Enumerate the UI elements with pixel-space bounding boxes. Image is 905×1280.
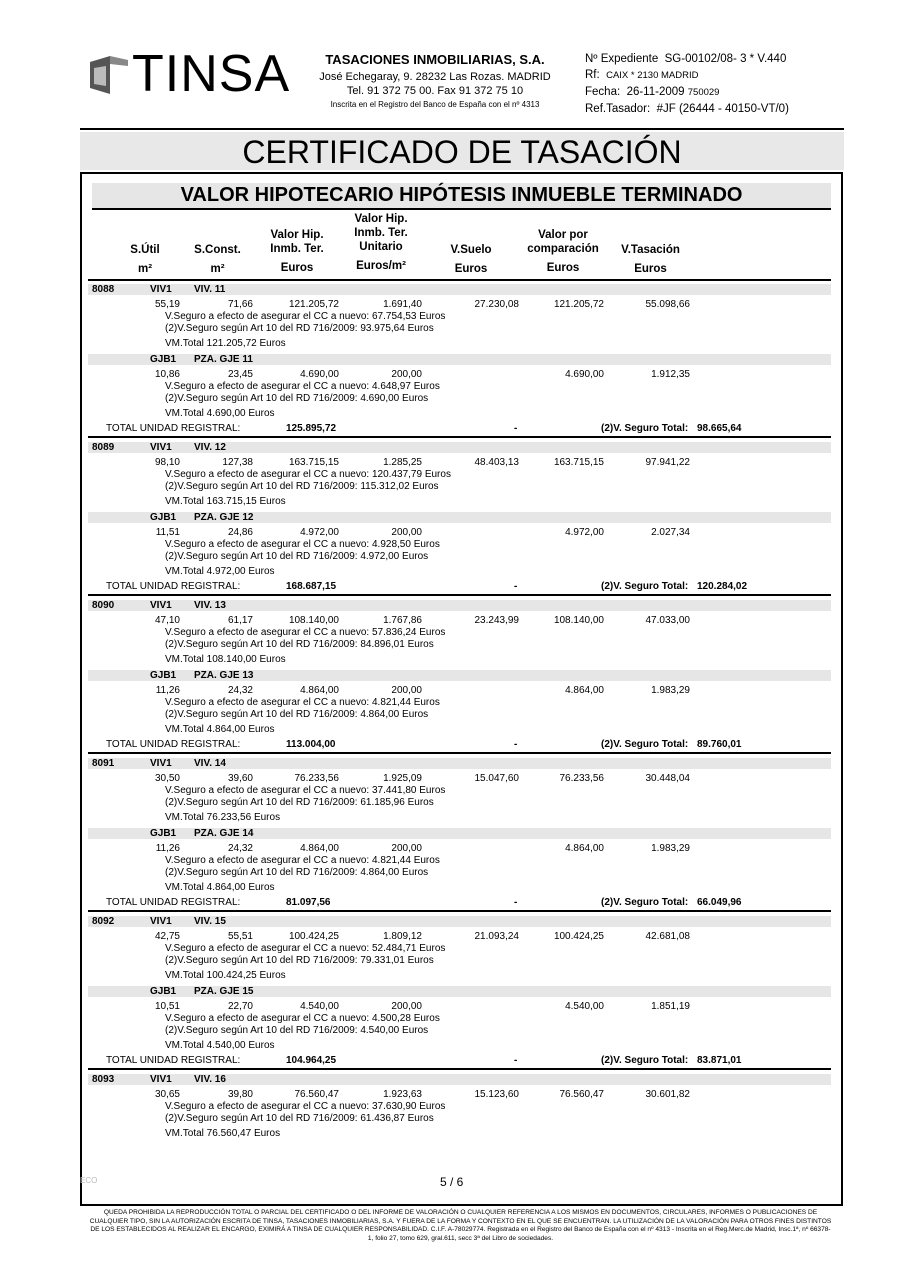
garaje-sconst: 24,32 bbox=[227, 685, 253, 696]
garaje-sconst: 22,70 bbox=[227, 1001, 253, 1012]
vivienda-sutil: 98,10 bbox=[154, 457, 180, 468]
unit-id: 8090 bbox=[92, 600, 115, 611]
garaje-vtasacion: 1.983,29 bbox=[651, 843, 690, 854]
vivienda-seguro-rd: (2)V.Seguro según Art 10 del RD 716/2009: 115.312,02 Euros bbox=[165, 481, 439, 492]
garaje-name: PZA. GJE 15 bbox=[194, 986, 254, 997]
total-unidad-value: 125.895,72 bbox=[286, 423, 337, 434]
vivienda-valor-unitario: 1.767,86 bbox=[383, 615, 422, 626]
garaje-name: PZA. GJE 12 bbox=[194, 512, 254, 523]
col-sutil: S.Útil m² bbox=[130, 244, 160, 275]
vivienda-vtasacion: 42.681,08 bbox=[645, 931, 690, 942]
total-dash: - bbox=[514, 581, 518, 592]
expediente-label: Nº Expediente bbox=[585, 53, 659, 65]
garaje-seguro-rd: (2)V.Seguro según Art 10 del RD 716/2009: 4.972,00 Euros bbox=[165, 551, 429, 562]
vivienda-vtasacion: 97.941,22 bbox=[645, 457, 690, 468]
col-valor-unitario: Valor Hip. Inmb. Ter. Unitario Euros/m² bbox=[354, 213, 408, 272]
col-sconst: S.Const. m² bbox=[194, 244, 241, 275]
garaje-valor-unitario: 200,00 bbox=[391, 685, 422, 696]
vivienda-vm-total: VM.Total 108.140,00 Euros bbox=[165, 654, 286, 665]
vivienda-valor-hip: 121.205,72 bbox=[288, 299, 339, 310]
unit-id: 8088 bbox=[92, 284, 115, 295]
garaje-valor-comparacion: 4.864,00 bbox=[565, 685, 604, 696]
vivienda-seguro-cc: V.Seguro a efecto de asegurar el CC a nuevo: 67.754,53 Euros bbox=[165, 311, 446, 322]
vivienda-code: VIV1 bbox=[150, 758, 172, 769]
vivienda-valor-comparacion: 100.424,25 bbox=[553, 931, 604, 942]
col-vtasacion: V.Tasación Euros bbox=[621, 244, 680, 275]
garaje-valor-unitario: 200,00 bbox=[391, 843, 422, 854]
garaje-vtasacion: 2.027,34 bbox=[651, 527, 690, 538]
total-unidad-value: 113.004,00 bbox=[286, 739, 336, 750]
garaje-name: PZA. GJE 14 bbox=[194, 828, 254, 839]
tinsa-logo bbox=[88, 45, 293, 103]
vivienda-vtasacion: 47.033,00 bbox=[645, 615, 690, 626]
garaje-vm-total: VM.Total 4.540,00 Euros bbox=[165, 1040, 275, 1051]
vivienda-valor-unitario: 1.285,25 bbox=[383, 457, 422, 468]
garaje-name: PZA. GJE 13 bbox=[194, 670, 254, 681]
garaje-vtasacion: 1.851,19 bbox=[651, 1001, 690, 1012]
vivienda-vm-total: VM.Total 100.424,25 Euros bbox=[165, 970, 286, 981]
garaje-valor-hip: 4.690,00 bbox=[300, 369, 339, 380]
eco-mark: ECO bbox=[80, 1176, 98, 1185]
garaje-sconst: 23,45 bbox=[227, 369, 253, 380]
vivienda-valor-comparacion: 163.715,15 bbox=[553, 457, 604, 468]
col-valor-comparacion: Valor por comparación Euros bbox=[527, 229, 599, 274]
unit-separator bbox=[88, 752, 831, 754]
vivienda-name: VIV. 14 bbox=[194, 758, 226, 769]
vivienda-valor-hip: 163.715,15 bbox=[288, 457, 339, 468]
rf-label: Rf: bbox=[585, 69, 600, 81]
vivienda-vtasacion: 30.448,04 bbox=[645, 773, 690, 784]
total-dash: - bbox=[514, 1055, 518, 1066]
vivienda-seguro-cc: V.Seguro a efecto de asegurar el CC a nuevo: 57.836,24 Euros bbox=[165, 627, 446, 638]
vivienda-valor-comparacion: 76.233,56 bbox=[559, 773, 604, 784]
total-dash: - bbox=[514, 423, 518, 434]
unit-id: 8089 bbox=[92, 442, 115, 453]
seguro-total-label: (2)V. Seguro Total: bbox=[601, 581, 689, 592]
vivienda-valor-comparacion: 76.560,47 bbox=[559, 1089, 604, 1100]
garaje-vm-total: VM.Total 4.972,00 Euros bbox=[165, 566, 275, 577]
garaje-seguro-cc: V.Seguro a efecto de asegurar el CC a nuevo: 4.500,28 Euros bbox=[165, 1013, 440, 1024]
vivienda-vm-total: VM.Total 76.560,47 Euros bbox=[165, 1128, 281, 1139]
fecha-value: 26-11-2009 bbox=[626, 86, 685, 98]
garaje-seguro-cc: V.Seguro a efecto de asegurar el CC a nuevo: 4.821,44 Euros bbox=[165, 697, 440, 708]
vivienda-valor-hip: 76.560,47 bbox=[294, 1089, 339, 1100]
vivienda-code: VIV1 bbox=[150, 600, 172, 611]
vivienda-sconst: 127,38 bbox=[222, 457, 253, 468]
col-vsuelo: V.Suelo Euros bbox=[450, 244, 492, 275]
expediente-value: SG-00102/08- 3 * V.440 bbox=[664, 53, 787, 65]
vivienda-sutil: 47,10 bbox=[154, 615, 180, 626]
company-address: José Echegaray, 9. 28232 Las Rozas. MADRID bbox=[319, 71, 551, 83]
vivienda-valor-hip: 108.140,00 bbox=[288, 615, 339, 626]
vivienda-vtasacion: 30.601,82 bbox=[645, 1089, 690, 1100]
ref-tasador-value: #JF (26444 - 40150-VT/0) bbox=[656, 103, 789, 115]
vivienda-code: VIV1 bbox=[150, 442, 172, 453]
garaje-code: GJB1 bbox=[150, 828, 177, 839]
vivienda-seguro-rd: (2)V.Seguro según Art 10 del RD 716/2009: 79.331,01 Euros bbox=[165, 955, 434, 966]
vivienda-sutil: 55,19 bbox=[154, 299, 180, 310]
legal-footer: QUEDA PROHIBIDA LA REPRODUCCIÓN TOTAL O PARCIAL DEL CERTIFICADO O DEL INFORME DE VALORACIÓN O CUALQUIER REFERENCIA A LOS MISMOS EN DOCUMENTOS, CIRCULARES, INFORMES O PUBLICACIONES DE CUALQUIER TIPO, SIN LA AUTORIZACIÓN ESCRITA DE TINSA, TASACIONES INMOBILIARIAS, S.A. Y FUERA DE LA FORMA Y CONTEXTO EN EL QUE SE ENCUENTRAN. LA UTILIZACIÓN DE LA VALORACIÓN PARA OTROS FINES DISTINTOS DE LOS ESTABLECIDOS AL REALIZAR EL ENCARGO, EXIMIRÁ A TINSA DE CUALQUIER RESPONSABILIDAD. C.I.F. A-78029774. Registrada en el Registro del Banco de España con el nº 4313 - Inscrita en el Reg.Merc.de Madrid, Insc.1ª, nº 66378-1, folio 27, tomo 629, gral.611, secc 3ª del Libro de sociedades. bbox=[89, 1209, 832, 1242]
seguro-total-label: (2)V. Seguro Total: bbox=[601, 897, 689, 908]
vivienda-valor-hip: 76.233,56 bbox=[294, 773, 339, 784]
vivienda-name: VIV. 12 bbox=[194, 442, 226, 453]
garaje-valor-comparacion: 4.690,00 bbox=[565, 369, 604, 380]
company-name: TASACIONES INMOBILIARIAS, S.A. bbox=[325, 52, 545, 67]
seguro-total-label: (2)V. Seguro Total: bbox=[601, 739, 689, 750]
col-valor-hip: Valor Hip. Inmb. Ter. Euros bbox=[270, 229, 324, 274]
garaje-vm-total: VM.Total 4.864,00 Euros bbox=[165, 724, 275, 735]
vivienda-seguro-cc: V.Seguro a efecto de asegurar el CC a nuevo: 52.484,71 Euros bbox=[165, 943, 446, 954]
vivienda-vtasacion: 55.098,66 bbox=[645, 299, 690, 310]
unit-id: 8093 bbox=[92, 1074, 115, 1085]
vivienda-vm-total: VM.Total 76.233,56 Euros bbox=[165, 812, 281, 823]
garaje-code: GJB1 bbox=[150, 512, 177, 523]
total-unidad-label: TOTAL UNIDAD REGISTRAL: bbox=[106, 1055, 241, 1066]
garaje-sconst: 24,32 bbox=[227, 843, 253, 854]
vivienda-sconst: 55,51 bbox=[227, 931, 253, 942]
vivienda-sconst: 39,60 bbox=[227, 773, 253, 784]
vivienda-sutil: 30,50 bbox=[154, 773, 180, 784]
garaje-code: GJB1 bbox=[150, 986, 177, 997]
garaje-vtasacion: 1.983,29 bbox=[651, 685, 690, 696]
section-subtitle: VALOR HIPOTECARIO HIPÓTESIS INMUEBLE TERMINADO bbox=[92, 183, 831, 208]
total-unidad-value: 104.964,25 bbox=[286, 1055, 337, 1066]
garaje-code: GJB1 bbox=[150, 670, 177, 681]
company-phone: Tel. 91 372 75 00. Fax 91 372 75 10 bbox=[346, 85, 524, 97]
garaje-seguro-cc: V.Seguro a efecto de asegurar el CC a nuevo: 4.928,50 Euros bbox=[165, 539, 440, 550]
garaje-vm-total: VM.Total 4.864,00 Euros bbox=[165, 882, 275, 893]
garaje-sconst: 24,86 bbox=[227, 527, 253, 538]
vivienda-valor-comparacion: 108.140,00 bbox=[553, 615, 604, 626]
vivienda-sutil: 30,65 bbox=[154, 1089, 180, 1100]
total-unidad-value: 168.687,15 bbox=[286, 581, 337, 592]
garaje-sutil: 11,51 bbox=[155, 527, 180, 538]
subtitle-underline bbox=[92, 208, 831, 210]
garaje-valor-hip: 4.864,00 bbox=[300, 843, 339, 854]
expediente-info bbox=[585, 51, 789, 117]
vivienda-seguro-cc: V.Seguro a efecto de asegurar el CC a nuevo: 120.437,79 Euros bbox=[165, 469, 451, 480]
seguro-total-value: 89.760,01 bbox=[697, 739, 742, 750]
unit-id: 8091 bbox=[92, 758, 115, 769]
company-registry: Inscrita en el Registro del Banco de España con el nº 4313 bbox=[330, 100, 540, 109]
logo-text: TINSA bbox=[132, 45, 291, 103]
vivienda-sconst: 61,17 bbox=[227, 615, 253, 626]
unit-separator bbox=[88, 910, 831, 912]
garaje-sutil: 10,86 bbox=[154, 369, 180, 380]
total-unidad-label: TOTAL UNIDAD REGISTRAL: bbox=[106, 897, 241, 908]
vivienda-name: VIV. 16 bbox=[194, 1074, 226, 1085]
total-unidad-label: TOTAL UNIDAD REGISTRAL: bbox=[106, 423, 241, 434]
garaje-seguro-cc: V.Seguro a efecto de asegurar el CC a nuevo: 4.648,97 Euros bbox=[165, 381, 440, 392]
vivienda-seguro-rd: (2)V.Seguro según Art 10 del RD 716/2009: 93.975,64 Euros bbox=[165, 323, 434, 334]
unit-separator bbox=[88, 594, 831, 596]
unit-separator bbox=[88, 1068, 831, 1070]
company-block bbox=[305, 52, 565, 109]
page-title: CERTIFICADO DE TASACIÓN bbox=[80, 132, 844, 170]
vivienda-sutil: 42,75 bbox=[154, 931, 180, 942]
vivienda-sconst: 71,66 bbox=[227, 299, 253, 310]
fecha-code: 750029 bbox=[687, 87, 720, 98]
tinsa-logo-icon bbox=[88, 54, 130, 96]
garaje-sutil: 11,26 bbox=[155, 843, 180, 854]
vivienda-valor-unitario: 1.809,12 bbox=[383, 931, 422, 942]
garaje-code: GJB1 bbox=[150, 354, 177, 365]
header-rule bbox=[88, 279, 831, 281]
garaje-sutil: 10,51 bbox=[154, 1001, 180, 1012]
garaje-seguro-rd: (2)V.Seguro según Art 10 del RD 716/2009: 4.690,00 Euros bbox=[165, 393, 429, 404]
garaje-seguro-cc: V.Seguro a efecto de asegurar el CC a nuevo: 4.821,44 Euros bbox=[165, 855, 440, 866]
vivienda-seguro-rd: (2)V.Seguro según Art 10 del RD 716/2009: 61.185,96 Euros bbox=[165, 797, 434, 808]
rf-value: CAIX * 2130 MADRID bbox=[606, 70, 699, 81]
garaje-vtasacion: 1.912,35 bbox=[651, 369, 690, 380]
header-divider bbox=[80, 128, 844, 130]
page-number: 5 / 6 bbox=[440, 1175, 464, 1189]
vivienda-vsuelo: 27.230,08 bbox=[474, 299, 519, 310]
vivienda-name: VIV. 11 bbox=[194, 284, 226, 295]
fecha-label: Fecha: bbox=[585, 86, 621, 98]
vivienda-valor-hip: 100.424,25 bbox=[288, 931, 339, 942]
garaje-valor-comparacion: 4.540,00 bbox=[565, 1001, 604, 1012]
vivienda-vsuelo: 21.093,24 bbox=[474, 931, 519, 942]
total-dash: - bbox=[514, 739, 518, 750]
vivienda-valor-unitario: 1.691,40 bbox=[383, 299, 422, 310]
vivienda-vsuelo: 48.403,13 bbox=[474, 457, 519, 468]
unit-id: 8092 bbox=[92, 916, 115, 927]
garaje-seguro-rd: (2)V.Seguro según Art 10 del RD 716/2009: 4.864,00 Euros bbox=[165, 709, 429, 720]
garaje-valor-hip: 4.540,00 bbox=[300, 1001, 339, 1012]
garaje-valor-comparacion: 4.972,00 bbox=[565, 527, 604, 538]
garaje-valor-hip: 4.864,00 bbox=[300, 685, 339, 696]
total-unidad-value: 81.097,56 bbox=[286, 897, 331, 908]
vivienda-code: VIV1 bbox=[150, 916, 172, 927]
seguro-total-label: (2)V. Seguro Total: bbox=[601, 1055, 689, 1066]
vivienda-vsuelo: 15.047,60 bbox=[474, 773, 519, 784]
unit-separator bbox=[88, 436, 831, 438]
garaje-name: PZA. GJE 11 bbox=[194, 354, 253, 365]
ref-tasador-label: Ref.Tasador: bbox=[585, 103, 651, 115]
garaje-valor-unitario: 200,00 bbox=[391, 527, 422, 538]
seguro-total-value: 120.284,02 bbox=[697, 581, 748, 592]
garaje-valor-comparacion: 4.864,00 bbox=[565, 843, 604, 854]
vivienda-vm-total: VM.Total 121.205,72 Euros bbox=[165, 338, 286, 349]
vivienda-valor-unitario: 1.925,09 bbox=[383, 773, 422, 784]
vivienda-seguro-cc: V.Seguro a efecto de asegurar el CC a nuevo: 37.630,90 Euros bbox=[165, 1101, 446, 1112]
seguro-total-value: 66.049,96 bbox=[697, 897, 742, 908]
vivienda-seguro-rd: (2)V.Seguro según Art 10 del RD 716/2009: 84.896,01 Euros bbox=[165, 639, 434, 650]
vivienda-seguro-rd: (2)V.Seguro según Art 10 del RD 716/2009: 61.436,87 Euros bbox=[165, 1113, 434, 1124]
garaje-valor-hip: 4.972,00 bbox=[300, 527, 339, 538]
garaje-seguro-rd: (2)V.Seguro según Art 10 del RD 716/2009: 4.540,00 Euros bbox=[165, 1025, 429, 1036]
seguro-total-label: (2)V. Seguro Total: bbox=[601, 423, 689, 434]
garaje-valor-unitario: 200,00 bbox=[391, 369, 422, 380]
vivienda-seguro-cc: V.Seguro a efecto de asegurar el CC a nuevo: 37.441,80 Euros bbox=[165, 785, 446, 796]
seguro-total-value: 98.665,64 bbox=[697, 423, 742, 434]
garaje-sutil: 11,26 bbox=[155, 685, 180, 696]
garaje-seguro-rd: (2)V.Seguro según Art 10 del RD 716/2009: 4.864,00 Euros bbox=[165, 867, 429, 878]
vivienda-sconst: 39,80 bbox=[227, 1089, 253, 1100]
vivienda-vsuelo: 15.123,60 bbox=[474, 1089, 519, 1100]
total-unidad-label: TOTAL UNIDAD REGISTRAL: bbox=[106, 739, 241, 750]
vivienda-valor-unitario: 1.923,63 bbox=[383, 1089, 422, 1100]
garaje-vm-total: VM.Total 4.690,00 Euros bbox=[165, 408, 275, 419]
total-unidad-label: TOTAL UNIDAD REGISTRAL: bbox=[106, 581, 241, 592]
vivienda-code: VIV1 bbox=[150, 284, 172, 295]
vivienda-code: VIV1 bbox=[150, 1074, 172, 1085]
vivienda-name: VIV. 15 bbox=[194, 916, 226, 927]
garaje-valor-unitario: 200,00 bbox=[391, 1001, 422, 1012]
seguro-total-value: 83.871,01 bbox=[697, 1055, 742, 1066]
vivienda-vsuelo: 23.243,99 bbox=[474, 615, 519, 626]
vivienda-vm-total: VM.Total 163.715,15 Euros bbox=[165, 496, 286, 507]
total-dash: - bbox=[514, 897, 518, 908]
vivienda-valor-comparacion: 121.205,72 bbox=[553, 299, 604, 310]
vivienda-name: VIV. 13 bbox=[194, 600, 226, 611]
